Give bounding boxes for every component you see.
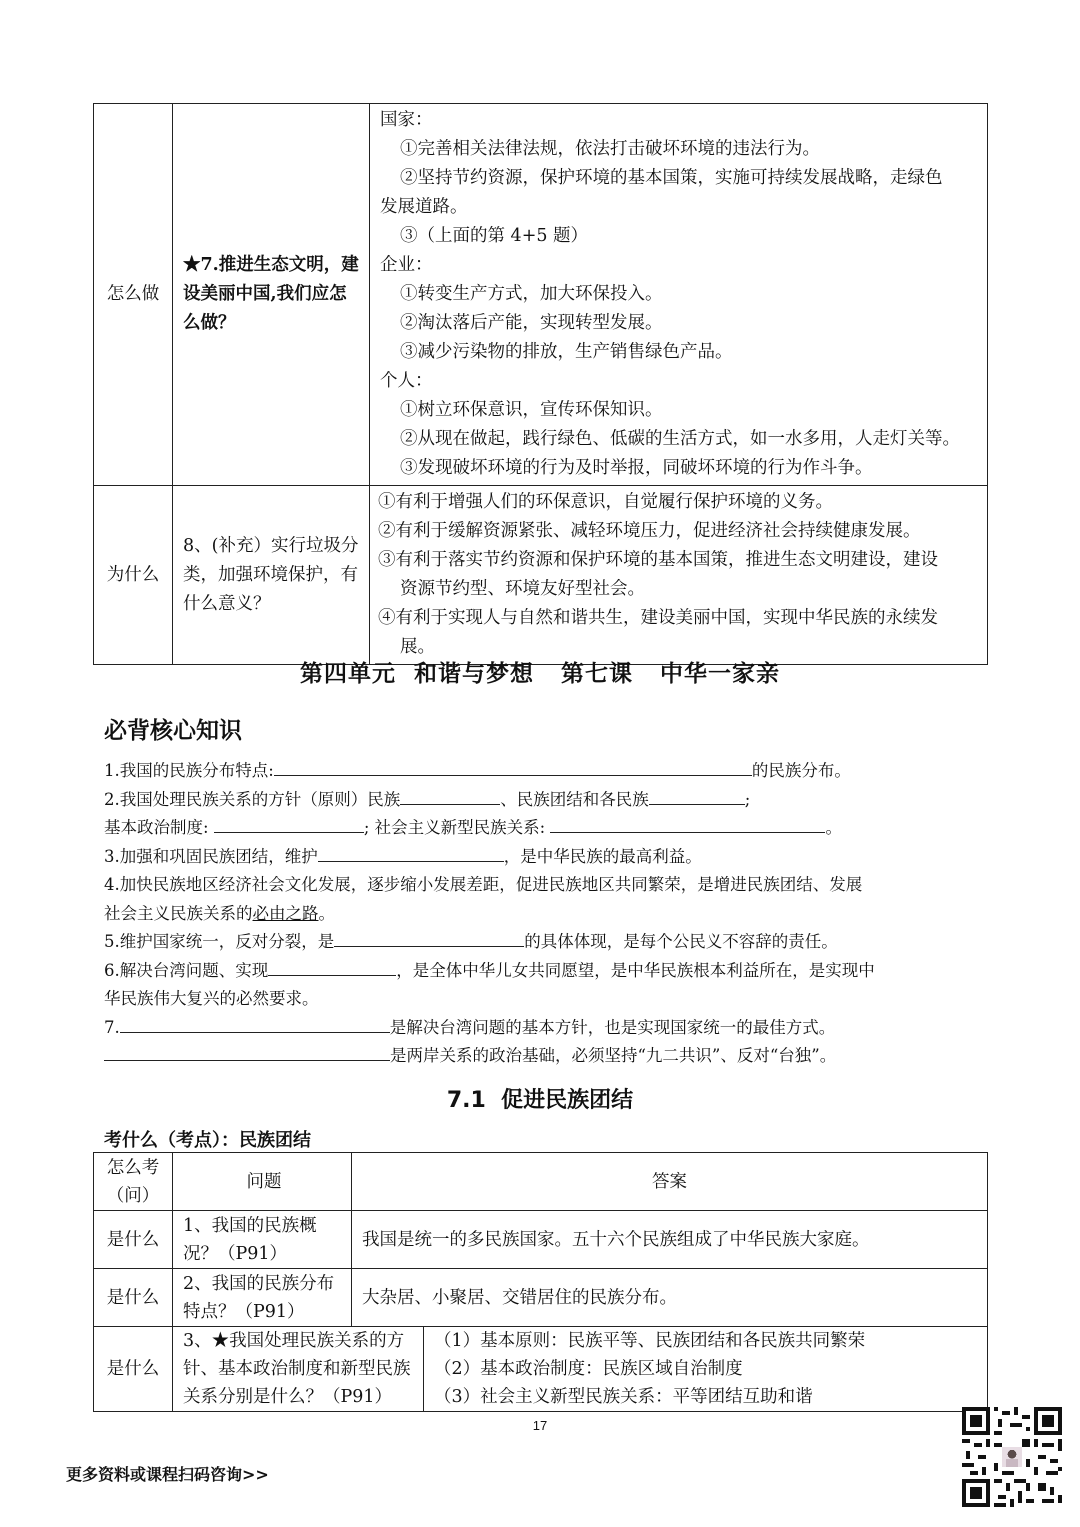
answer-line: ②坚持节约资源，保护环境的基本国策，实施可持续发展战略，走绿色: [400, 168, 943, 188]
answer-line: ①转变生产方式，加大环保投入。: [400, 284, 663, 304]
row-question: 3、★我国处理民族关系的方针、基本政治制度和新型民族关系分别是什么？（P91）: [173, 1327, 424, 1412]
exam-point-heading: 考什么（考点）：民族团结: [104, 1130, 311, 1151]
knowledge-line: 华民族伟大复兴的必然要求。: [104, 989, 319, 1008]
table-header-row: [94, 1153, 988, 1211]
answer-line: 发展道路。: [380, 197, 468, 217]
knowledge-line: [104, 843, 984, 872]
answer-line: ③减少污染物的排放，生产销售绿色产品。: [400, 342, 733, 362]
table-row: [94, 1327, 988, 1412]
text: 。: [318, 903, 335, 923]
text: 6.解决台湾问题、实现: [104, 960, 269, 980]
personal-label: 个人：: [380, 371, 433, 391]
row-question: ★7.推进生态文明，建设美丽中国,我们应怎么做？: [173, 104, 370, 486]
fill-blank[interactable]: [104, 1042, 390, 1061]
knowledge-list: [104, 757, 984, 1071]
row-answer: [370, 486, 988, 665]
answer-line: ①树立环保意识，宣传环保知识。: [400, 400, 663, 420]
table-row: [94, 1269, 988, 1327]
fill-blank[interactable]: [334, 928, 524, 947]
top-table: [93, 103, 988, 665]
fill-blank[interactable]: [649, 786, 745, 805]
text: 3.加强和巩固民族团结，维护: [104, 846, 318, 866]
fill-blank[interactable]: [214, 814, 364, 833]
table-row: [94, 1211, 988, 1269]
text: 1.我国的民族分布特点:: [104, 761, 274, 780]
knowledge-line: [104, 957, 984, 986]
text: ，是中华民族的最高利益。: [503, 846, 702, 866]
row-type: 是什么: [94, 1211, 173, 1269]
row-type: 为什么: [94, 486, 173, 665]
answer-line: ①有利于增强人们的环保意识，自觉履行保护环境的义务。: [378, 492, 833, 512]
text: 2.我国处理民族关系的方针（原则）民族: [104, 789, 401, 809]
row-type: 怎么做: [94, 104, 173, 486]
text: ; 社会主义新型民族关系:: [363, 818, 546, 837]
row-answer: [424, 1327, 988, 1412]
answer-line: ③有利于落实节约资源和保护环境的基本国策，推进生态文明建设，建设: [378, 550, 938, 570]
page-number: 17: [532, 1418, 548, 1433]
text: 的民族分布。: [751, 761, 851, 780]
row-answer: [370, 104, 988, 486]
fill-blank[interactable]: [120, 1014, 390, 1033]
underlined-term: 必由之路: [252, 903, 319, 923]
table-row: [94, 486, 988, 665]
row-type: 是什么: [94, 1269, 173, 1327]
text: ;: [744, 789, 751, 809]
answer-line: ③发现破坏环境的行为及时举报，同破坏环境的行为作斗争。: [400, 458, 873, 478]
fill-blank[interactable]: [268, 957, 396, 976]
row-type: 是什么: [94, 1327, 173, 1412]
country-label: 国家：: [380, 110, 433, 130]
row-question: 2、我国的民族分布特点？（P91）: [173, 1269, 352, 1327]
text: 5.维护国家统一，反对分裂，是: [104, 932, 335, 951]
row-answer: 大杂居、小聚居、交错居住的民族分布。: [352, 1269, 988, 1327]
knowledge-line: [104, 757, 984, 786]
header-answer: 答案: [352, 1153, 988, 1211]
fill-blank[interactable]: [318, 843, 504, 862]
text: 基本政治制度:: [104, 818, 209, 837]
answer-line: （3）社会主义新型民族关系：平等团结互助和谐: [434, 1387, 813, 1407]
answer-line: 展。: [400, 637, 435, 657]
header-how: 怎么考（问）: [94, 1153, 173, 1211]
table-row: [94, 104, 988, 486]
fill-blank[interactable]: [400, 786, 500, 805]
row-question: 8、(补充）实行垃圾分类，加强环境保护，有什么意义？: [173, 486, 370, 665]
knowledge-line: [104, 1042, 984, 1071]
footer-text: 更多资料或课程扫码咨询>>: [66, 1465, 269, 1484]
answer-line: ②从现在做起，践行绿色、低碳的生活方式，如一水多用，人走灯关等。: [400, 429, 960, 449]
bottom-table: [93, 1152, 988, 1412]
answer-line: ③（上面的第 4+5 题）: [400, 226, 589, 246]
answer-line: ②淘汰落后产能，实现转型发展。: [400, 313, 663, 333]
core-knowledge-heading: 必背核心知识: [104, 718, 242, 744]
qr-code-icon[interactable]: [962, 1407, 1062, 1507]
enterprise-label: 企业：: [380, 255, 433, 275]
answer-line: ④有利于实现人与自然和谐共生，建设美丽中国，实现中华民族的永续发: [378, 608, 938, 628]
answer-line: 资源节约型、环境友好型社会。: [400, 579, 645, 599]
answer-line: ②有利于缓解资源紧张、减轻环境压力，促进经济社会持续健康发展。: [378, 521, 921, 541]
text: 、民族团结和各民族: [500, 789, 649, 809]
header-question: 问题: [173, 1153, 352, 1211]
unit-heading: 第四单元 和谐与梦想 第七课 中华一家亲: [299, 661, 781, 687]
fill-blank[interactable]: [274, 757, 752, 776]
section-heading: 7.1 促进民族团结: [446, 1088, 634, 1113]
text: 是两岸关系的政治基础，必须坚持“九二共识”、反对“台独”。: [390, 1046, 837, 1065]
row-answer: 我国是统一的多民族国家。五十六个民族组成了中华民族大家庭。: [352, 1211, 988, 1269]
row-question: 1、我国的民族概况？（P91）: [173, 1211, 352, 1269]
knowledge-line: [104, 928, 984, 957]
knowledge-line: [104, 1014, 984, 1043]
answer-line: ①完善相关法律法规，依法打击破坏环境的违法行为。: [400, 139, 820, 159]
text: 是解决台湾问题的基本方针，也是实现国家统一的最佳方式。: [389, 1017, 836, 1037]
text: 7.: [104, 1017, 120, 1037]
knowledge-line: [104, 814, 984, 843]
text: 。: [825, 818, 842, 837]
answer-line: （1）基本原则：民族平等、民族团结和各民族共同繁荣: [434, 1331, 866, 1351]
answer-line: （2）基本政治制度：民族区域自治制度: [434, 1359, 743, 1379]
fill-blank[interactable]: [550, 814, 825, 833]
text: ，是全体中华儿女共同愿望，是中华民族根本利益所在，是实现中: [396, 960, 875, 980]
knowledge-line: [104, 786, 984, 815]
text: 的具体体现，是每个公民义不容辞的责任。: [524, 932, 838, 951]
knowledge-line: 4.加快民族地区经济社会文化发展，逐步缩小发展差距，促进民族地区共同繁荣，是增进民族团结、发展: [104, 875, 863, 894]
text: 社会主义民族关系的: [104, 903, 253, 923]
knowledge-line: [104, 900, 984, 929]
